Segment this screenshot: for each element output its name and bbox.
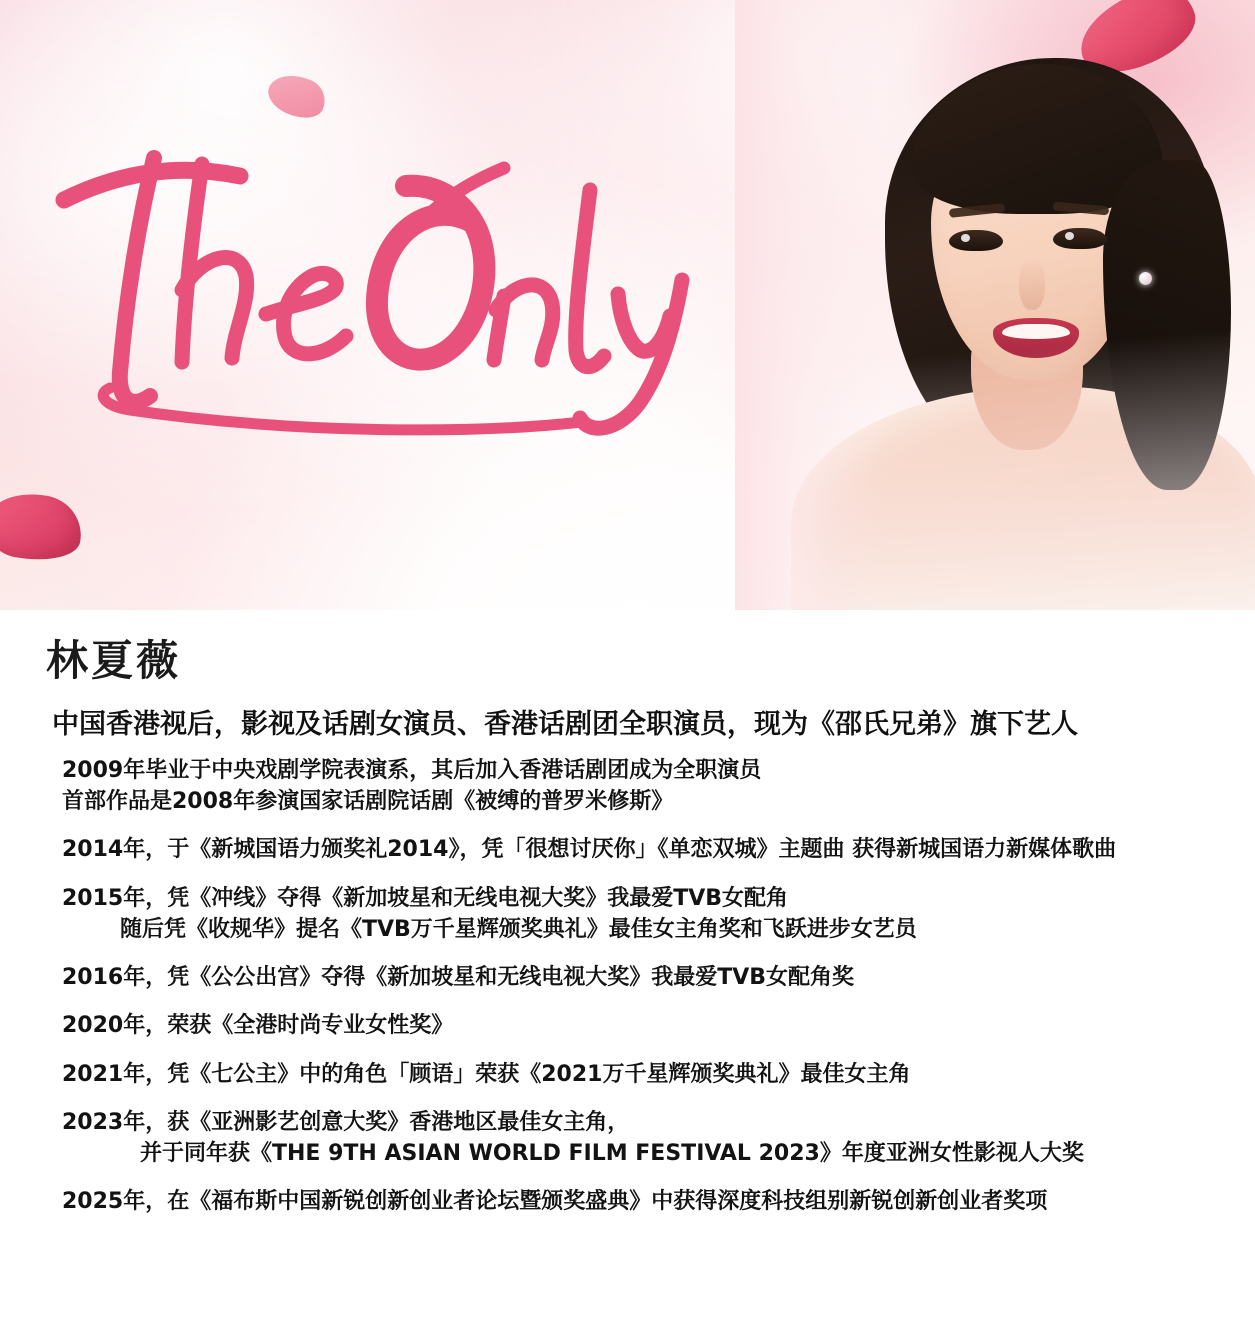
bio-line: 2021年，凭《七公主》中的角色「顾语」荣获《2021万千星辉颁奖典礼》最佳女主角 <box>62 1061 911 1087</box>
list-item <box>62 834 1255 865</box>
list-item <box>62 1010 1255 1041</box>
bio-line: 2016年，凭《公公出宫》夺得《新加坡星和无线电视大奖》我最爱TVB女配角奖 <box>62 965 855 991</box>
rose-petal-icon <box>0 486 87 568</box>
bio-line: 并于同年获《THE 9TH ASIAN WORLD FILM FESTIVAL 2023》年度亚洲女性影视人大奖 <box>140 1141 1084 1167</box>
bio-line: 首部作品是2008年参演国家话剧院话剧《被缚的普罗米修斯》 <box>62 789 674 815</box>
hero-banner <box>0 0 1255 620</box>
nose-shape <box>1019 258 1045 310</box>
profile-subtitle: 中国香港视后，影视及话剧女演员、香港话剧团全职演员，现为《邵氏兄弟》旗下艺人 <box>52 709 1078 740</box>
bio-line: 2014年，于《新城国语力颁奖礼2014》，凭「很想讨厌你」《单恋双城》主题曲 获得新城国语力新媒体歌曲 <box>62 837 1117 863</box>
bio-line: 2020年，荣获《全港时尚专业女性奖》 <box>62 1013 454 1039</box>
biography-list <box>62 755 1255 1235</box>
list-item <box>62 1059 1255 1090</box>
portrait-photo <box>735 0 1255 620</box>
list-item <box>62 883 1255 945</box>
bio-line: 2025年，在《福布斯中国新锐创新创业者论坛暨颁奖盛典》中获得深度科技组别新锐创新创业者奖项 <box>62 1189 1048 1215</box>
the-only-logotype <box>34 104 774 444</box>
list-item <box>62 962 1255 993</box>
list-item <box>62 1186 1255 1217</box>
eye-right <box>1053 228 1107 249</box>
bio-line: 2009年毕业于中央戏剧学院表演系，其后加入香港话剧团成为全职演员 <box>62 758 762 783</box>
eye-left <box>949 230 1003 251</box>
list-item <box>62 755 1255 817</box>
bio-line: 2023年，获《亚洲影艺创意大奖》香港地区最佳女主角， <box>62 1109 630 1135</box>
earring-icon <box>1139 272 1152 285</box>
page-title: 林夏薇 <box>46 636 182 685</box>
bio-line: 随后凭《收规华》提名《TVB万千星辉颁奖典礼》最佳女主角奖和飞跃进步女艺员 <box>120 916 917 942</box>
list-item <box>62 1107 1255 1169</box>
profile-section <box>0 610 1255 1331</box>
bio-line: 2015年，凭《冲线》夺得《新加坡星和无线电视大奖》我最爱TVB女配角 <box>62 885 789 911</box>
